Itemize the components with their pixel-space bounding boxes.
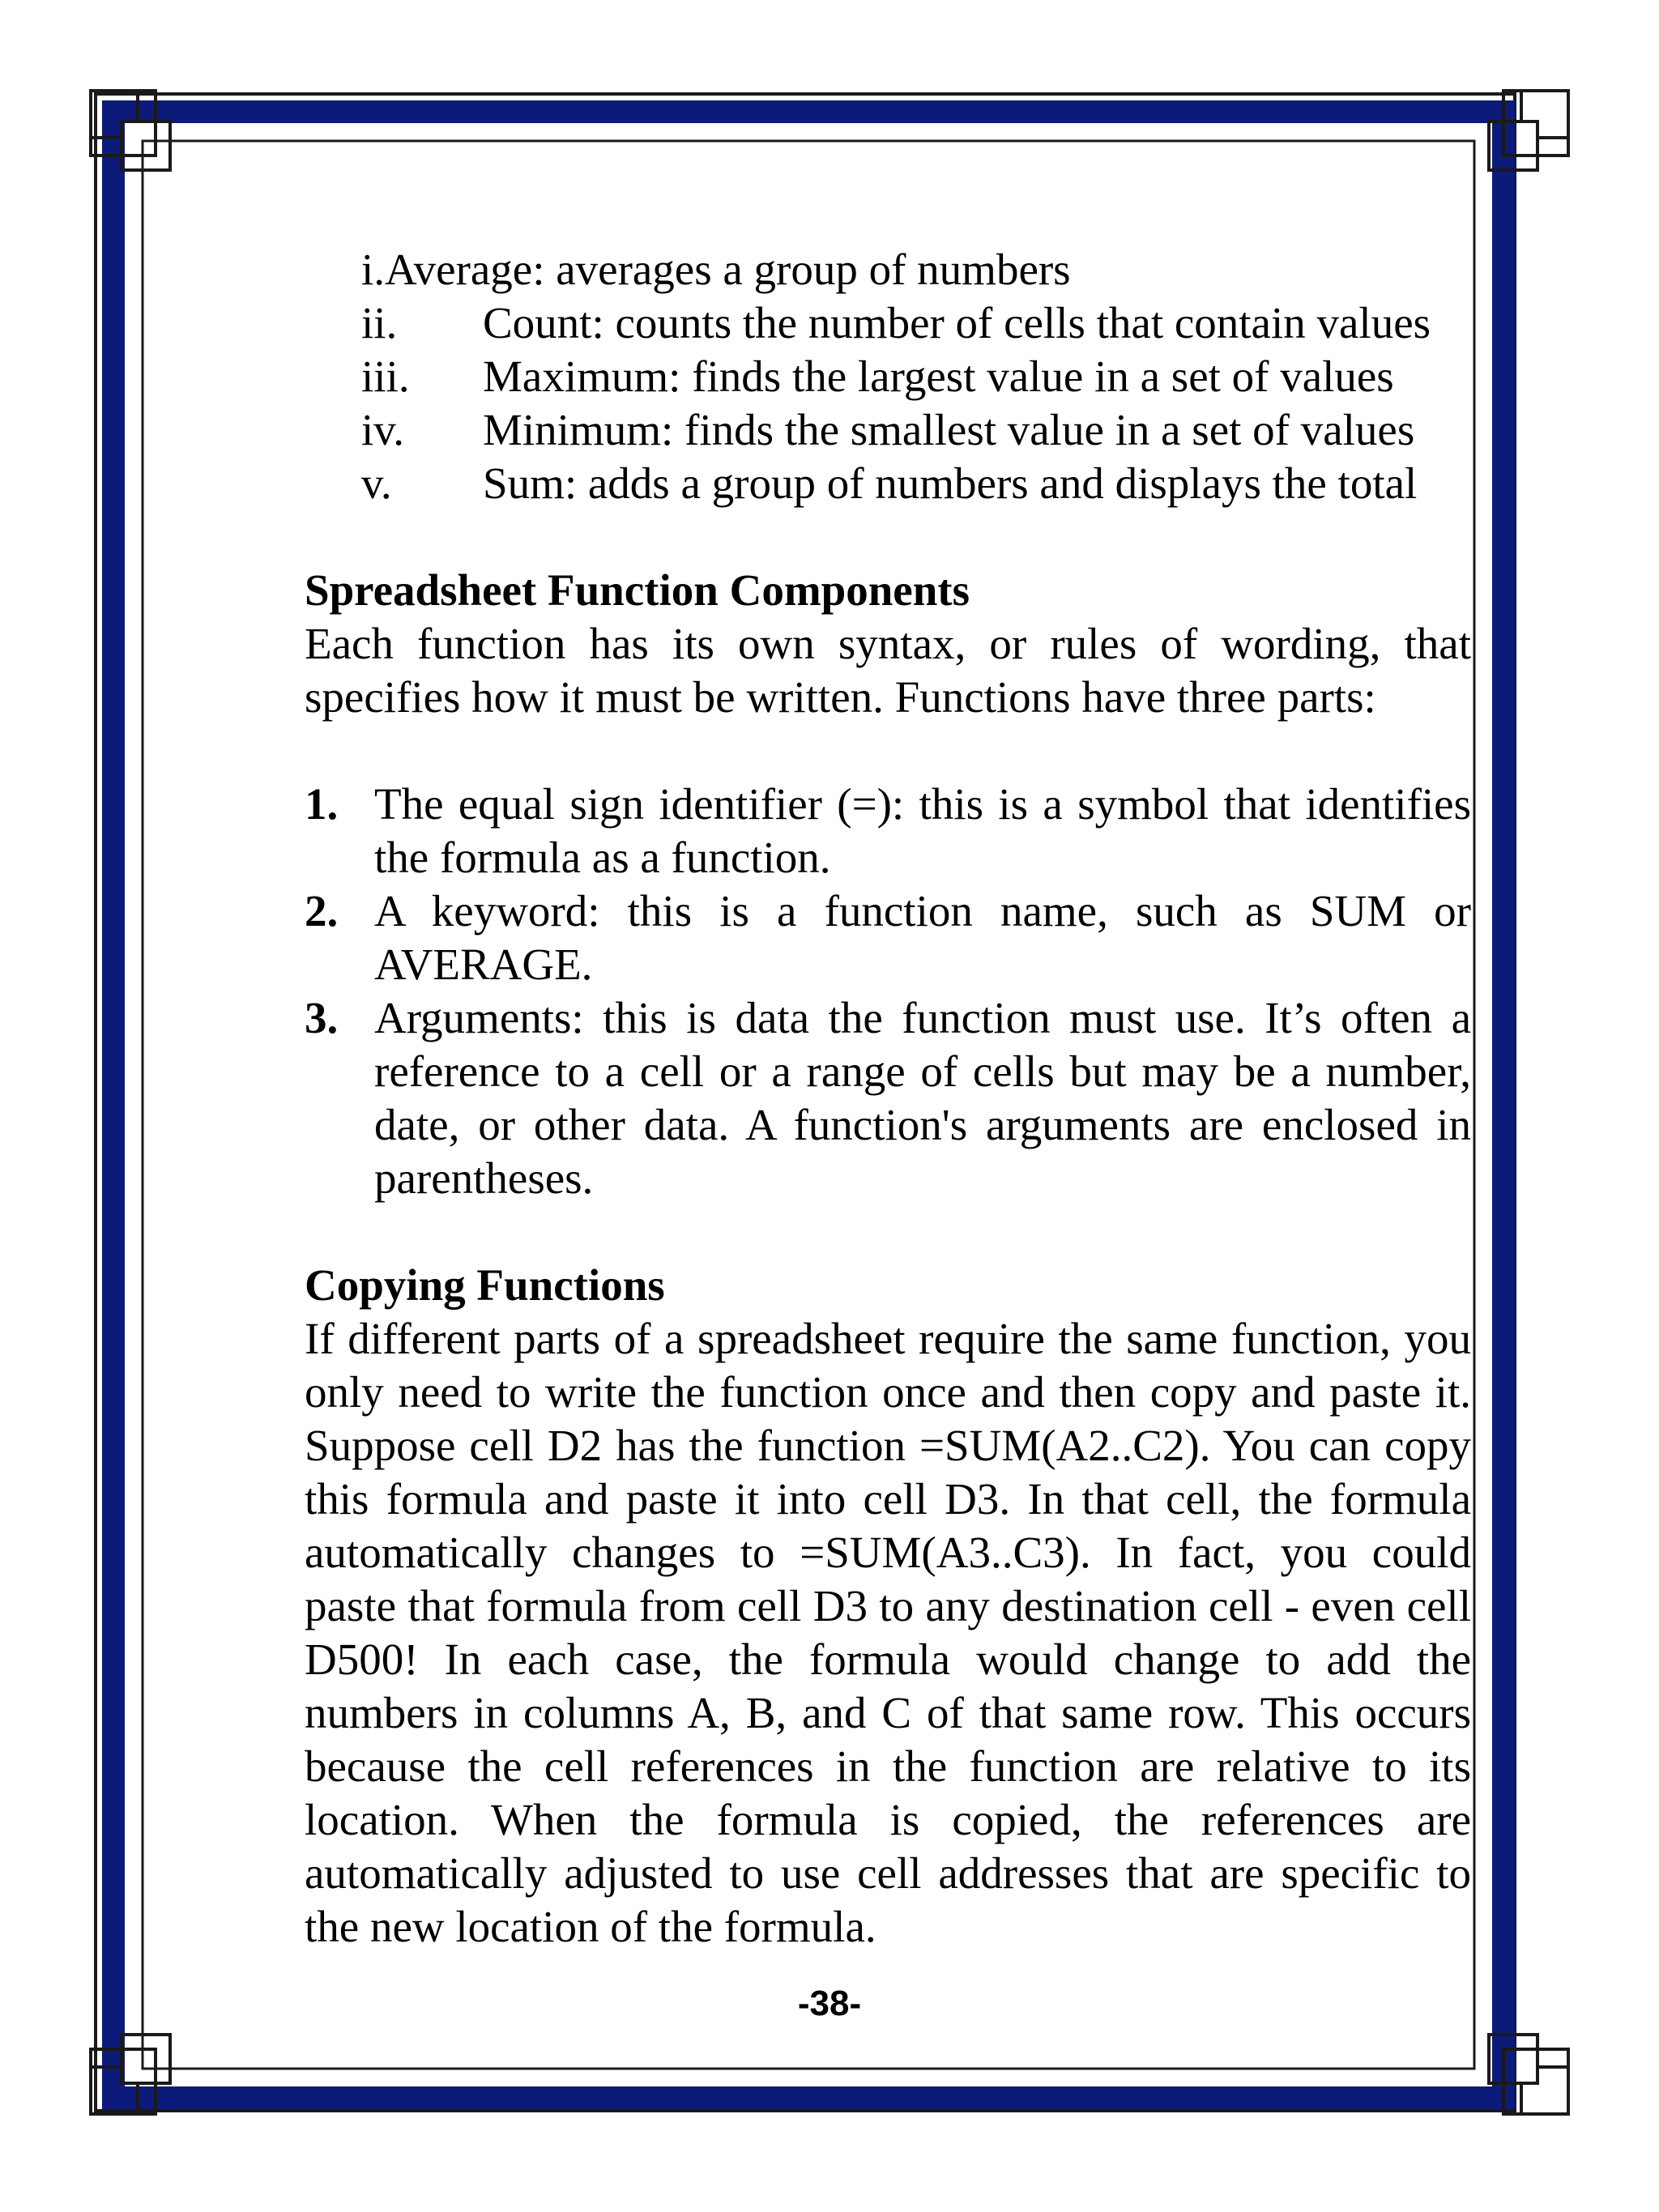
section-heading-copying: Copying Functions [305, 1260, 665, 1310]
page-content [305, 243, 1471, 1954]
list-text: Minimum: finds the smallest value in a set of values [483, 405, 1415, 454]
section-heading-components: Spreadsheet Function Components [305, 565, 970, 615]
list-item [361, 403, 1471, 457]
list-item [361, 457, 1471, 510]
list-number: iii. [361, 352, 410, 401]
list-item [361, 243, 1471, 296]
list-number: 1. [305, 779, 339, 829]
components-list [305, 778, 1471, 1205]
page-number: -38- [797, 1984, 862, 2023]
list-item [305, 991, 1471, 1205]
list-text: Count: counts the number of cells that contain values [483, 298, 1431, 347]
list-number: v. [361, 458, 392, 508]
list-text: Maximum: finds the largest value in a set of values [483, 352, 1394, 401]
list-item [361, 350, 1471, 403]
function-list [361, 243, 1471, 510]
list-text: Sum: adds a group of numbers and displays the total [483, 458, 1418, 508]
list-text: Average: averages a group of numbers [385, 245, 1071, 294]
list-number: i. [361, 245, 386, 294]
list-item [305, 778, 1471, 884]
list-text: A keyword: this is a function name, such as SUM or AVERAGE. [374, 886, 1471, 989]
copying-body: If different parts of a spreadsheet require the same function, you only need to write the function once and then copy and paste it. Suppose cell D2 has the function =SUM(A2..C2). You can copy this formula and paste it into cell D3. In that cell, the formula automatically changes to =SUM(A3..C3). In fact, you could paste that formula from cell D3 to any destination cell - even cell D500! In each case, the formula would change to add the numbers in columns A, B, and C of that same row. This occurs because the cell references in the function are relative to its location. When the formula is copied, the references are automatically adjusted to use cell addresses that are specific to the new location of the formula. [305, 1314, 1471, 1951]
list-number: 3. [305, 993, 339, 1042]
list-number: ii. [361, 298, 398, 347]
list-text: The equal sign identifier (=): this is a symbol that identifies the formula as a function. [374, 779, 1471, 882]
list-item [305, 884, 1471, 991]
list-item [361, 296, 1471, 350]
list-number: 2. [305, 886, 339, 936]
list-text: Arguments: this is data the function must use. It’s often a reference to a cell or a range of cells but may be a number, date, or other data. A function's arguments are enclosed in parentheses. [374, 993, 1471, 1203]
list-number: iv. [361, 405, 404, 454]
components-intro: Each function has its own syntax, or rules of wording, that specifies how it must be written. Functions have three parts: [305, 619, 1471, 722]
